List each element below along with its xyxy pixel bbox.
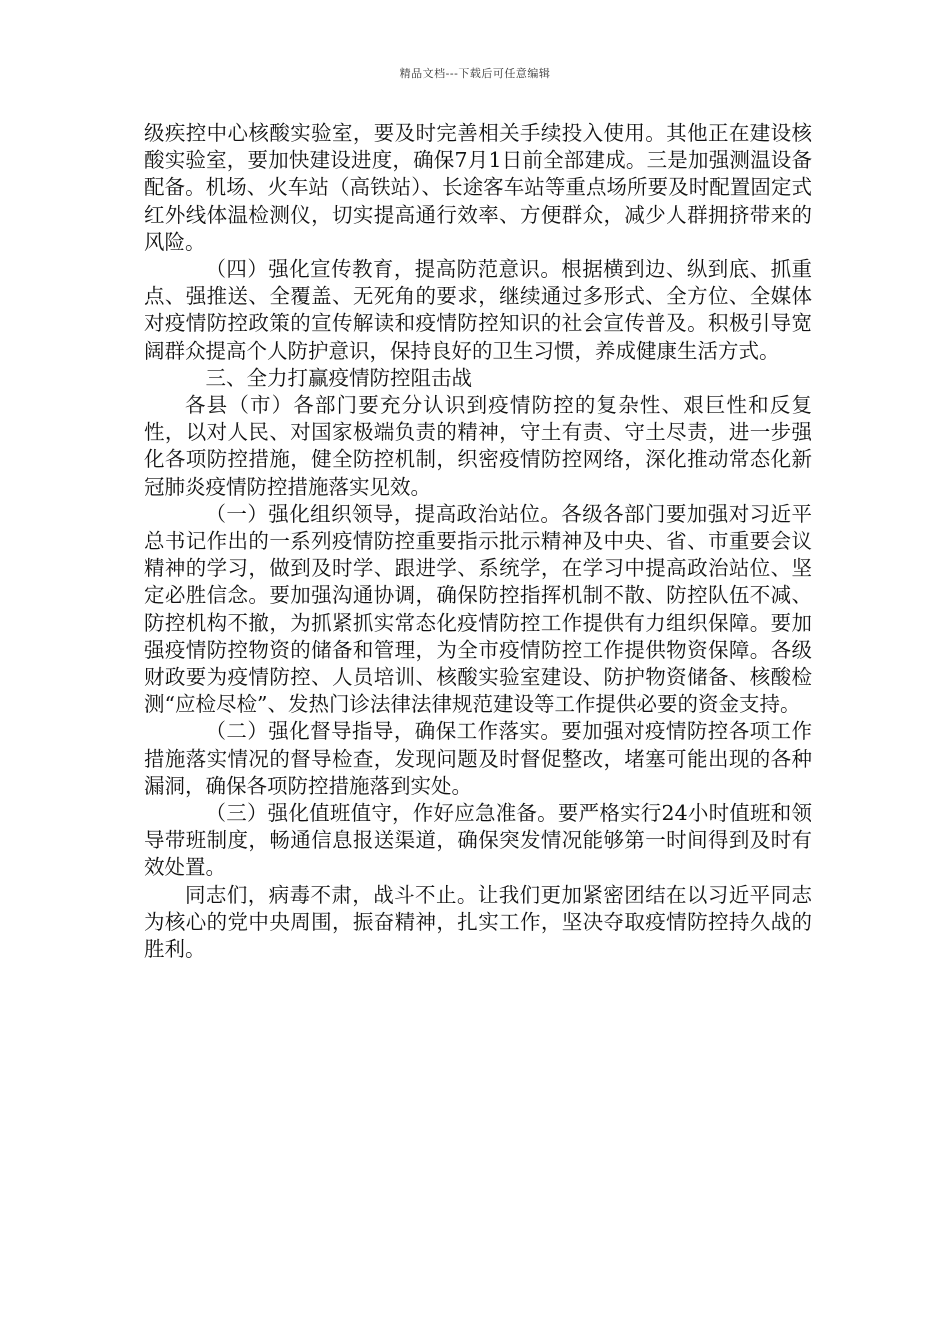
paragraph-section-3-intro: 各县（市）各部门要充分认识到疫情防控的复杂性、艰巨性和反复性，以对人民、对国家极端负责的精神，守土有责、守土尽责，进一步强化各项防控措施，健全防控机制，织密疫情防控网络，深化推动常态化新冠肺炎疫情防控措施落实见效。 <box>144 393 812 499</box>
paragraph-subsection-2: （二）强化督导指导，确保工作落实。要加强对疫情防控各项工作措施落实情况的督导检查，发现问题及时督促整改，堵塞可能出现的各种漏洞，确保各项防控措施落到实处。 <box>144 719 812 798</box>
paragraph-continuation: 级疾控中心核酸实验室，要及时完善相关手续投入使用。其他正在建设核酸实验室，要加快建设进度，确保7月1日前全部建成。三是加强测温设备配备。机场、火车站（高铁站）、长途客车站等重点场所要及时配置固定式红外线体温检测仪，切实提高通行效率、方便群众，减少人群拥挤带来的风险。 <box>144 121 812 254</box>
document-body <box>144 120 812 963</box>
paragraph-subsection-1: （一）强化组织领导，提高政治站位。各级各部门要加强对习近平总书记作出的一系列疫情防控重要指示批示精神及中央、省、市重要会议精神的学习，做到及时学、跟进学、系统学，在学习中提高政治站位、坚定必胜信念。要加强沟通协调，确保防控指挥机制不散、防控队伍不减、防控机构不撤，为抓紧抓实常态化疫情防控工作提供有力组织保障。要加强疫情防控物资的储备和管理，为全市疫情防控工作提供物资保障。各级财政要为疫情防控、人员培训、核酸实验室建设、防护物资储备、核酸检测“应检尽检”、发热门诊法律法律规范建设等工作提供必要的资金支持。 <box>144 501 812 717</box>
section-heading-3: 三、全力打赢疫情防控阻击战 <box>205 365 472 390</box>
paragraph-subsection-3: （三）强化值班值守，作好应急准备。要严格实行24小时值班和领导带班制度，畅通信息报送渠道，确保突发情况能够第一时间得到及时有效处置。 <box>144 801 812 880</box>
paragraph-closing: 同志们，病毒不肃，战斗不止。让我们更加紧密团结在以习近平同志为核心的党中央周围，振奋精神，扎实工作，坚决夺取疫情防控持久战的胜利。 <box>144 882 812 962</box>
paragraph-section-4: （四）强化宣传教育，提高防范意识。根据横到边、纵到底、抓重点、强推送、全覆盖、无死角的要求，继续通过多形式、全方位、全媒体对疫情防控政策的宣传解读和疫情防控知识的社会宣传普及。积极引导宽阔群众提高个人防护意识，保持良好的卫生习惯，养成健康生活方式。 <box>144 257 812 363</box>
page-header: 精品文档---下载后可任意编辑 <box>399 67 551 80</box>
